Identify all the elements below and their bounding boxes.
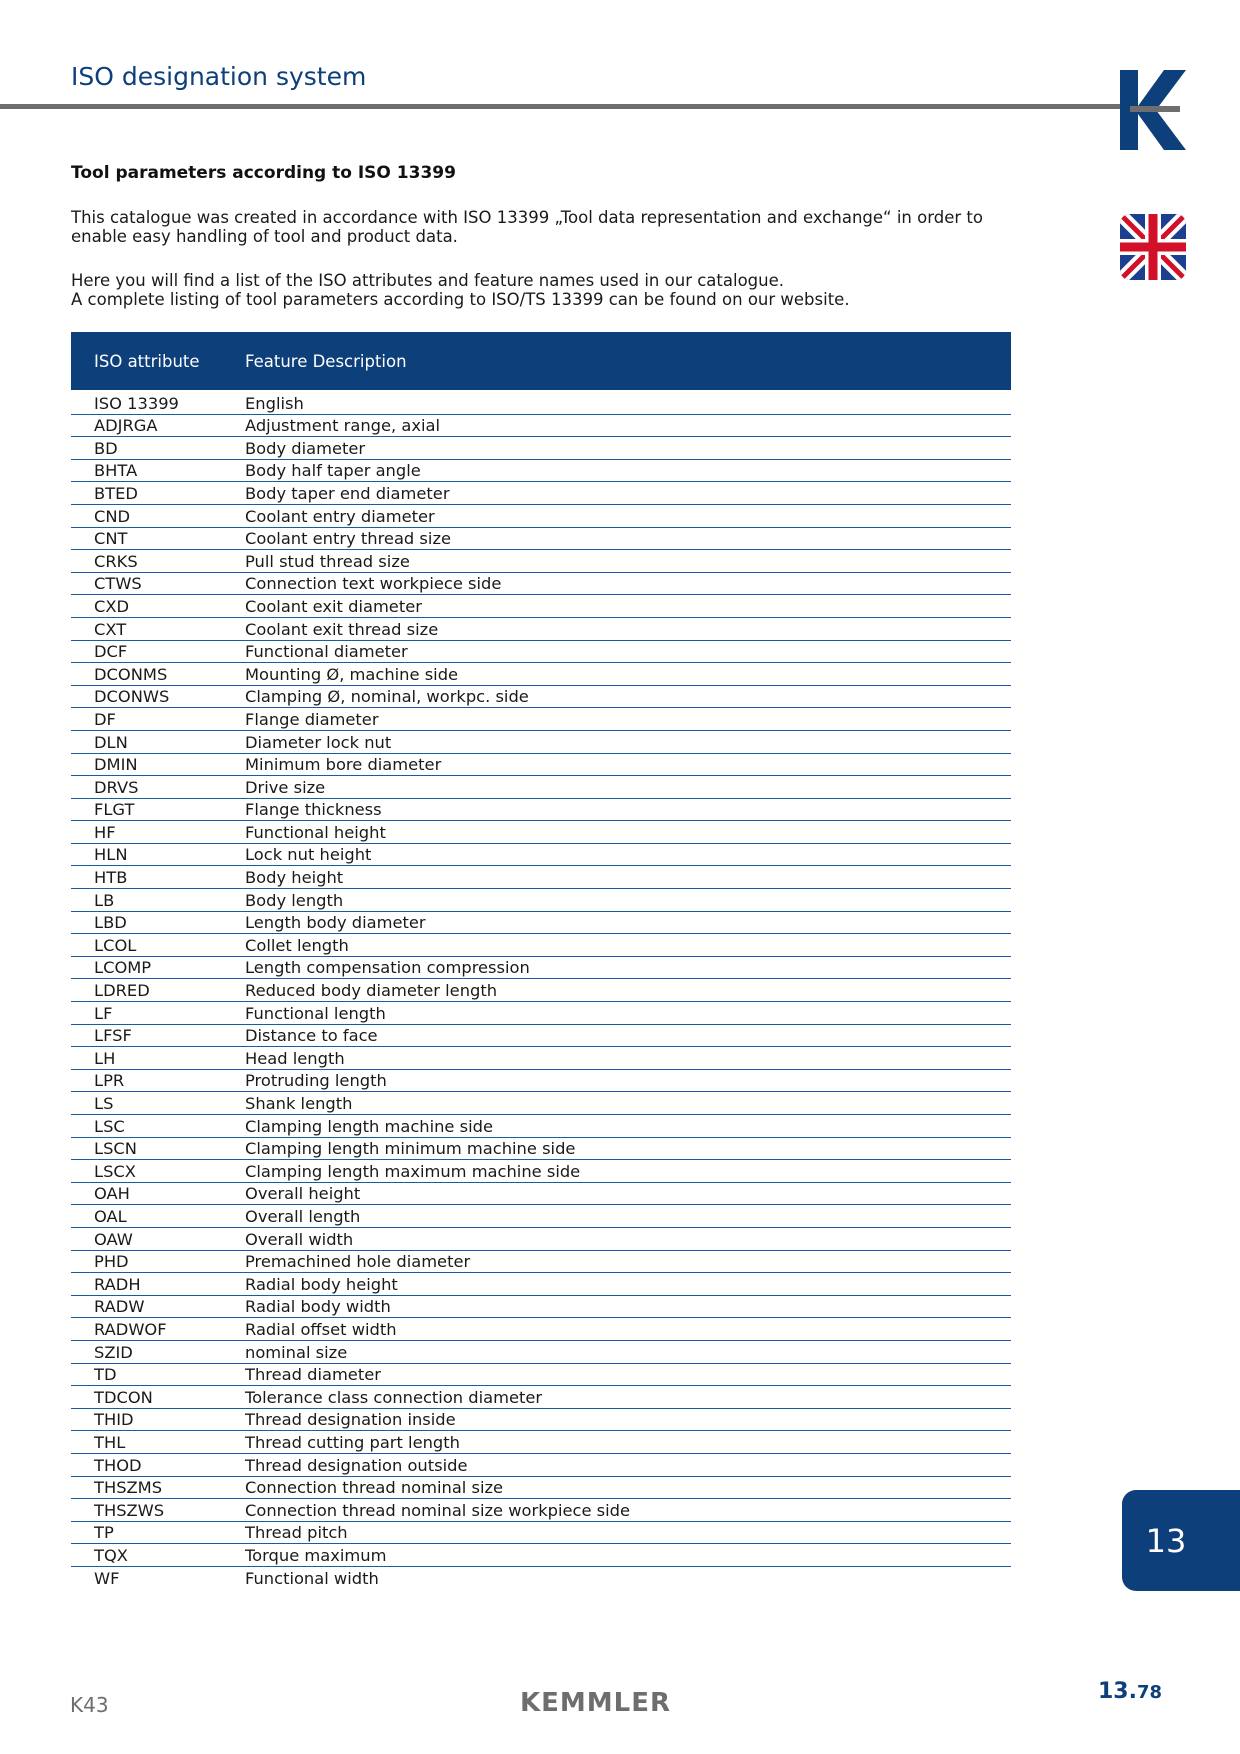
- feature-description-cell: Drive size: [245, 777, 326, 797]
- feature-description-cell: Shank length: [245, 1094, 353, 1113]
- iso-attribute-table: [71, 332, 1011, 1589]
- table-row: [71, 460, 1011, 483]
- table-row: [71, 1047, 1011, 1070]
- iso-attribute-cell: RADWOF: [94, 1319, 167, 1339]
- table-row: [71, 1477, 1011, 1500]
- feature-description-cell: Collet length: [245, 935, 349, 955]
- page-number: [1098, 1679, 1162, 1704]
- table-header: [71, 332, 1011, 390]
- uk-flag-icon[interactable]: [1120, 214, 1186, 280]
- table-row: [71, 1115, 1011, 1138]
- section-heading: Tool parameters according to ISO 13399: [71, 163, 456, 183]
- feature-description-cell: Thread designation outside: [245, 1455, 468, 1475]
- iso-attribute-cell: DRVS: [94, 777, 139, 797]
- feature-description-cell: Functional height: [245, 822, 386, 842]
- header-divider: [0, 104, 1120, 109]
- feature-description-cell: nominal size: [245, 1342, 348, 1362]
- table-row: [71, 595, 1011, 618]
- table-row: [71, 1409, 1011, 1432]
- iso-attribute-cell: LSCN: [94, 1139, 137, 1159]
- iso-attribute-cell: RADW: [94, 1297, 145, 1317]
- table-row: [71, 821, 1011, 844]
- feature-description-cell: Minimum bore diameter: [245, 755, 442, 775]
- intro-line: Here you will find a list of the ISO attributes and feature names used in our catalogue.: [71, 271, 784, 290]
- feature-description-cell: Thread diameter: [245, 1365, 381, 1385]
- feature-description-cell: Body length: [245, 890, 344, 910]
- iso-attribute-cell: BHTA: [94, 461, 138, 481]
- table-row: [71, 1454, 1011, 1477]
- feature-description-cell: Length body diameter: [245, 913, 426, 933]
- iso-attribute-cell: CXT: [94, 619, 127, 639]
- iso-attribute-cell: TDCON: [94, 1387, 153, 1407]
- feature-description-cell: Radial offset width: [245, 1319, 397, 1339]
- iso-attribute-cell: LFSF: [94, 1026, 132, 1046]
- iso-attribute-cell: THOD: [94, 1455, 142, 1475]
- page-number-main: 13.: [1098, 1679, 1137, 1704]
- table-row: [71, 1025, 1011, 1048]
- iso-attribute-cell: LSCX: [94, 1161, 136, 1181]
- feature-description-cell: Overall length: [245, 1206, 361, 1226]
- feature-description-cell: Coolant entry thread size: [245, 529, 452, 549]
- table-row: [71, 979, 1011, 1002]
- table-row: [71, 686, 1011, 709]
- feature-description-cell: Functional length: [245, 1003, 386, 1023]
- table-row: [71, 505, 1011, 528]
- feature-description-cell: Flange diameter: [245, 709, 379, 729]
- iso-attribute-cell: DCONWS: [94, 687, 170, 707]
- intro-paragraph-2: [71, 271, 1001, 309]
- feature-description-cell: Thread designation inside: [245, 1410, 456, 1430]
- table-row: [71, 1183, 1011, 1206]
- column-header-description: Feature Description: [245, 351, 407, 371]
- feature-description-cell: Mounting Ø, machine side: [245, 664, 459, 684]
- iso-attribute-cell: TQX: [94, 1545, 128, 1565]
- feature-description-cell: Overall width: [245, 1229, 354, 1249]
- feature-description-cell: Torque maximum: [245, 1545, 387, 1565]
- table-row: [71, 1002, 1011, 1025]
- iso-attribute-cell: DLN: [94, 732, 128, 752]
- iso-attribute-cell: DCONMS: [94, 664, 168, 684]
- iso-attribute-cell: LF: [94, 1003, 113, 1023]
- iso-attribute-cell: LDRED: [94, 981, 150, 1001]
- feature-description-cell: Connection thread nominal size: [245, 1478, 504, 1498]
- feature-description-cell: Functional width: [245, 1569, 379, 1589]
- iso-attribute-cell: LCOMP: [94, 958, 152, 978]
- table-row: [71, 482, 1011, 505]
- table-row: [71, 415, 1011, 438]
- feature-description-cell: Distance to face: [245, 1026, 378, 1046]
- iso-attribute-cell: LH: [94, 1048, 116, 1068]
- table-row: [71, 1341, 1011, 1364]
- feature-description-cell: Reduced body diameter length: [245, 981, 498, 1001]
- feature-description-cell: Connection text workpiece side: [245, 574, 502, 594]
- feature-description-cell: Thread pitch: [245, 1523, 348, 1543]
- table-row: [71, 799, 1011, 822]
- feature-description-cell: Clamping length maximum machine side: [245, 1161, 581, 1181]
- iso-attribute-cell: BTED: [94, 483, 138, 503]
- feature-description-cell: Thread cutting part length: [245, 1432, 460, 1452]
- feature-description-cell: Body taper end diameter: [245, 483, 450, 503]
- table-row: [71, 912, 1011, 935]
- table-row: [71, 934, 1011, 957]
- iso-attribute-cell: HF: [94, 822, 116, 842]
- feature-description-cell: Premachined hole diameter: [245, 1252, 471, 1272]
- iso-attribute-cell: CXD: [94, 596, 130, 616]
- table-row: [71, 1092, 1011, 1115]
- feature-description-cell: Pull stud thread size: [245, 551, 410, 571]
- table-row: [71, 1431, 1011, 1454]
- feature-description-cell: Overall height: [245, 1184, 361, 1204]
- table-row: [71, 1522, 1011, 1545]
- feature-description-cell: Connection thread nominal size workpiece side: [245, 1500, 631, 1520]
- feature-description-cell: Body diameter: [245, 438, 366, 458]
- feature-description-cell: Clamping length machine side: [245, 1116, 493, 1136]
- feature-description-cell: Coolant exit diameter: [245, 596, 422, 616]
- table-row: [71, 1070, 1011, 1093]
- iso-attribute-cell: LPR: [94, 1071, 125, 1091]
- table-row: [71, 437, 1011, 460]
- iso-attribute-cell: OAW: [94, 1229, 133, 1249]
- table-row: [71, 1205, 1011, 1228]
- iso-attribute-cell: LSC: [94, 1116, 125, 1136]
- table-row: [71, 1160, 1011, 1183]
- intro-paragraph: This catalogue was created in accordance with ISO 13399 „Tool data representation and exchange“ in order to enable easy handling of tool and product data.: [71, 208, 983, 246]
- table-row: [71, 618, 1011, 641]
- iso-attribute-cell: WF: [94, 1569, 120, 1589]
- iso-attribute-cell: CNT: [94, 529, 128, 549]
- iso-attribute-cell: THSZWS: [94, 1500, 165, 1520]
- catalogue-code: K43: [70, 1693, 109, 1717]
- feature-description-cell: Body height: [245, 868, 344, 888]
- feature-description-cell: Tolerance class connection diameter: [245, 1387, 543, 1407]
- table-row: [71, 1499, 1011, 1522]
- table-row: [71, 1386, 1011, 1409]
- table-row: [71, 1318, 1011, 1341]
- iso-attribute-cell: HTB: [94, 868, 128, 888]
- iso-attribute-cell: THSZMS: [94, 1478, 163, 1498]
- intro-line: A complete listing of tool parameters according to ISO/TS 13399 can be found on our website.: [71, 290, 850, 309]
- table-row: [71, 573, 1011, 596]
- table-row: [71, 1567, 1011, 1590]
- table-row: [71, 550, 1011, 573]
- page-title: ISO designation system: [71, 62, 367, 91]
- iso-attribute-cell: DF: [94, 709, 116, 729]
- iso-attribute-cell: DMIN: [94, 755, 138, 775]
- table-row: [71, 663, 1011, 686]
- table-row: [71, 1544, 1011, 1567]
- feature-description-cell: Body half taper angle: [245, 461, 421, 481]
- iso-attribute-cell: LCOL: [94, 935, 137, 955]
- table-row: [71, 528, 1011, 551]
- page-number-sub: 78: [1136, 1682, 1163, 1703]
- table-row: [71, 708, 1011, 731]
- iso-attribute-cell: LBD: [94, 913, 127, 933]
- iso-attribute-cell: TD: [94, 1365, 117, 1385]
- table-row: [71, 731, 1011, 754]
- feature-description-cell: Diameter lock nut: [245, 732, 392, 752]
- iso-attribute-cell: CTWS: [94, 574, 142, 594]
- table-row: [71, 957, 1011, 980]
- iso-attribute-cell: PHD: [94, 1252, 129, 1272]
- table-row: [71, 754, 1011, 777]
- table-row: [71, 1228, 1011, 1251]
- kemmler-k-logo-icon: [1120, 70, 1188, 150]
- table-row: [71, 889, 1011, 912]
- brand-wordmark: KEMMLER: [520, 1688, 672, 1718]
- iso-attribute-cell: ISO 13399: [94, 393, 179, 413]
- table-row: [71, 1251, 1011, 1274]
- table-row: [71, 1273, 1011, 1296]
- feature-description-cell: Functional diameter: [245, 642, 408, 662]
- feature-description-cell: Lock nut height: [245, 845, 372, 865]
- table-row: [71, 1364, 1011, 1387]
- iso-attribute-cell: FLGT: [94, 800, 135, 820]
- table-row: [71, 1296, 1011, 1319]
- chapter-tab[interactable]: 13: [1122, 1490, 1240, 1591]
- iso-attribute-cell: TP: [94, 1523, 114, 1543]
- table-row: [71, 776, 1011, 799]
- iso-attribute-cell: BD: [94, 438, 118, 458]
- table-body: [71, 392, 1011, 1589]
- feature-description-cell: English: [245, 393, 304, 413]
- iso-attribute-cell: LS: [94, 1094, 114, 1113]
- table-row: [71, 392, 1011, 415]
- table-row: [71, 866, 1011, 889]
- feature-description-cell: Coolant exit thread size: [245, 619, 439, 639]
- iso-attribute-cell: CRKS: [94, 551, 138, 571]
- feature-description-cell: Length compensation compression: [245, 958, 530, 978]
- feature-description-cell: Radial body width: [245, 1297, 391, 1317]
- feature-description-cell: Radial body height: [245, 1274, 398, 1294]
- feature-description-cell: Clamping Ø, nominal, workpc. side: [245, 687, 529, 707]
- iso-attribute-cell: CND: [94, 506, 131, 526]
- iso-attribute-cell: OAH: [94, 1184, 130, 1204]
- iso-attribute-cell: SZID: [94, 1342, 133, 1362]
- feature-description-cell: Clamping length minimum machine side: [245, 1139, 576, 1159]
- iso-attribute-cell: LB: [94, 890, 115, 910]
- column-header-attribute: ISO attribute: [94, 351, 200, 371]
- iso-attribute-cell: THL: [94, 1432, 126, 1452]
- feature-description-cell: Flange thickness: [245, 800, 382, 820]
- iso-attribute-cell: DCF: [94, 642, 128, 662]
- table-row: [71, 844, 1011, 867]
- feature-description-cell: Coolant entry diameter: [245, 506, 435, 526]
- iso-attribute-cell: ADJRGA: [94, 416, 158, 436]
- table-row: [71, 1138, 1011, 1161]
- iso-attribute-cell: THID: [94, 1410, 134, 1430]
- table-row: [71, 641, 1011, 664]
- feature-description-cell: Protruding length: [245, 1071, 387, 1091]
- iso-attribute-cell: HLN: [94, 845, 128, 865]
- feature-description-cell: Head length: [245, 1048, 345, 1068]
- feature-description-cell: Adjustment range, axial: [245, 416, 440, 436]
- iso-attribute-cell: RADH: [94, 1274, 141, 1294]
- iso-attribute-cell: OAL: [94, 1206, 127, 1226]
